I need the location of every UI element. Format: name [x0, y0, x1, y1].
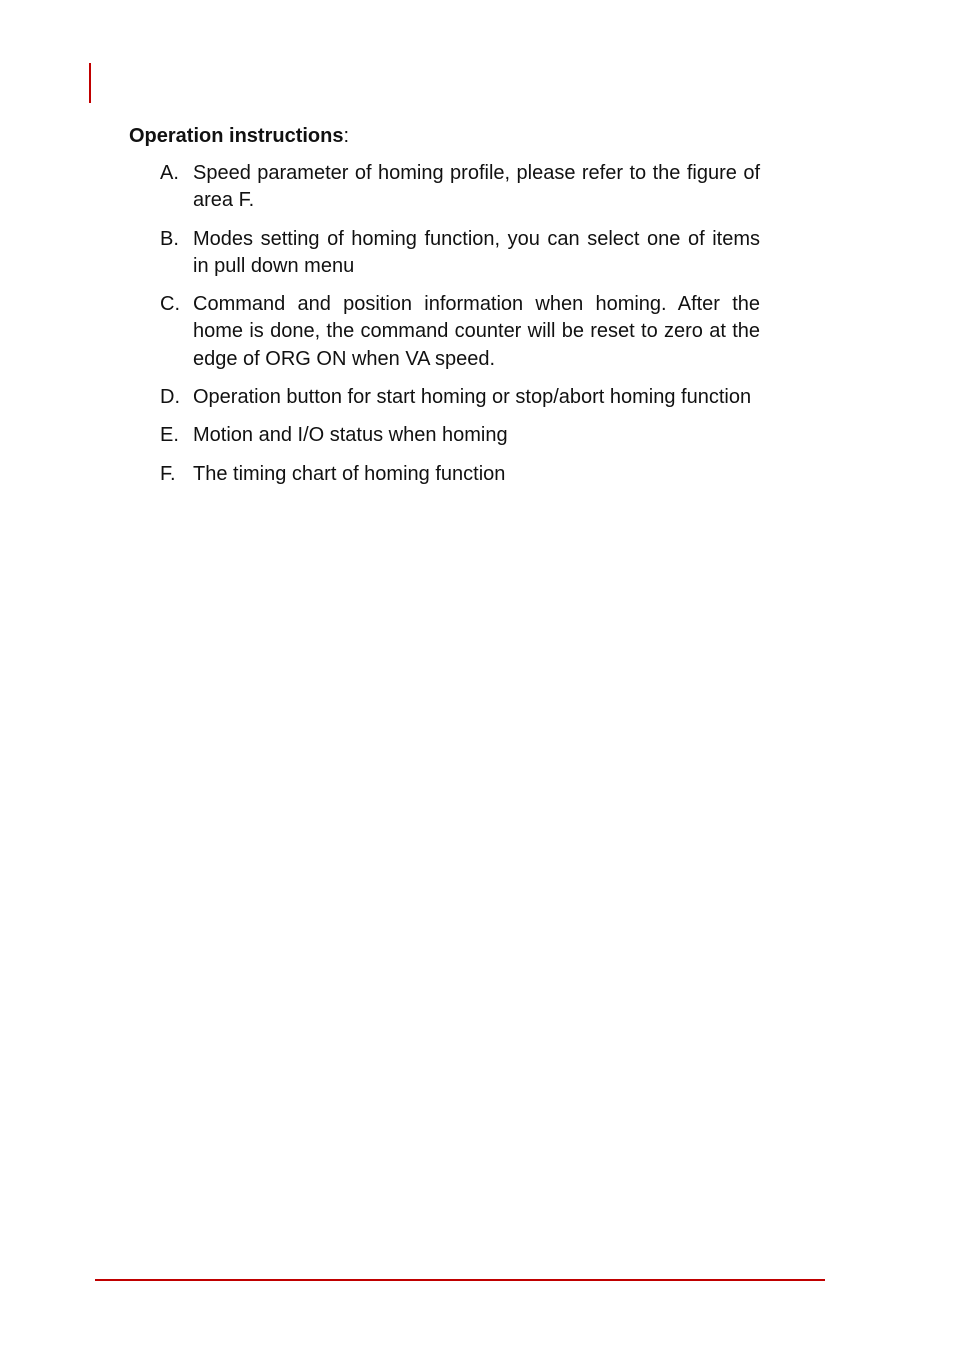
item-text: Speed parameter of homing profile, please refer to the figure of area F.: [193, 162, 760, 212]
instruction-item-f: [160, 461, 760, 488]
instruction-item-a: [160, 160, 760, 215]
section-heading: [129, 123, 349, 149]
instruction-item-d: [160, 384, 760, 411]
heading-colon: :: [343, 125, 350, 147]
instruction-item-e: [160, 422, 760, 449]
heading-title: Operation instructions: [129, 125, 344, 147]
instruction-item-c: [160, 291, 760, 373]
item-marker: E.: [160, 424, 179, 447]
item-marker: D.: [160, 386, 180, 409]
item-marker: F.: [160, 462, 176, 485]
item-text: Motion and I/O status when homing: [193, 424, 508, 447]
item-text: Operation button for start homing or stop/abort homing function: [193, 386, 752, 409]
item-text: Modes setting of homing function, you can select one of items in pull down menu: [193, 227, 760, 277]
instruction-item-b: [160, 226, 760, 281]
item-marker: B.: [160, 227, 179, 250]
item-marker: C.: [160, 293, 180, 316]
item-text: Command and position information when homing. After the home is done, the command counter will be reset to zero at the edge of ORG ON when VA speed.: [193, 293, 760, 370]
instruction-list: [160, 160, 760, 499]
footer-accent-rule: [95, 1279, 825, 1281]
item-text: The timing chart of homing function: [193, 462, 506, 485]
item-marker: A.: [160, 162, 179, 184]
header-accent-rule: [89, 63, 91, 103]
